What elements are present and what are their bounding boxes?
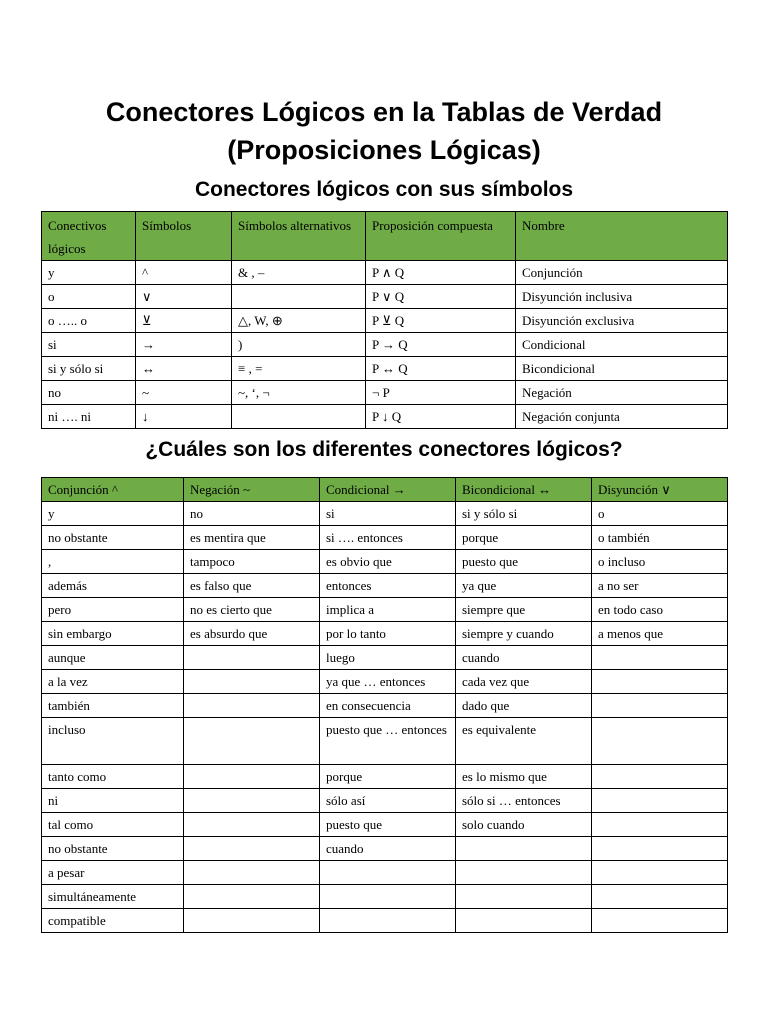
table-cell: ¬ P [366,381,516,405]
table-cell: es mentira que [184,526,320,550]
table-cell: Disyunción inclusiva [516,285,728,309]
table-cell: además [42,574,184,598]
table-row [42,861,728,885]
table-cell: △, W, ⊕ [232,309,366,333]
table-cell: siempre y cuando [456,622,592,646]
table-row [42,646,728,670]
column-header: Proposición compuesta [366,212,516,261]
table-cell: o también [592,526,728,550]
table-cell: por lo tanto [320,622,456,646]
table-cell: Conjunción [516,261,728,285]
table-cell [184,861,320,885]
table-cell [184,646,320,670]
table-cell: porque [456,526,592,550]
table-cell: aunque [42,646,184,670]
table-cell: en consecuencia [320,694,456,718]
table-cell: ≡ , = [232,357,366,381]
table-cell: simultáneamente [42,885,184,909]
table-cell [320,861,456,885]
table-row [42,333,728,357]
table-cell: puesto que … entonces [320,718,456,765]
table-cell [184,789,320,813]
table-cell [592,646,728,670]
document-title-line2: (Proposiciones Lógicas) [227,135,541,165]
table-cell: ~ [136,381,232,405]
table-cell: porque [320,765,456,789]
table-cell [184,718,320,765]
table-cell: o [592,502,728,526]
table-cell: dado que [456,694,592,718]
column-header: Negación ~ [184,478,320,502]
table-cell: P ↓ Q [366,405,516,429]
table-cell [592,813,728,837]
column-header: Conectivos lógicos [42,212,136,261]
table-cell: entonces [320,574,456,598]
table-row [42,598,728,622]
table-cell: no obstante [42,526,184,550]
table-row [42,837,728,861]
connectors-table [41,477,728,933]
table-cell: también [42,694,184,718]
table-cell [184,765,320,789]
table-cell: ya que … entonces [320,670,456,694]
table-cell [456,885,592,909]
table-cell: P ↔ Q [366,357,516,381]
section2-title: ¿Cuáles son los diferentes conectores lógicos? [145,438,623,461]
table-cell: ) [232,333,366,357]
table-cell: P ∧ Q [366,261,516,285]
table-row [42,261,728,285]
table-cell: es falso que [184,574,320,598]
table-cell: ni …. ni [42,405,136,429]
table-cell: cada vez que [456,670,592,694]
table-cell: ∨ [136,285,232,309]
table-cell: es equivalente [456,718,592,765]
table-cell: Negación conjunta [516,405,728,429]
table-cell [320,909,456,933]
table-cell: compatible [42,909,184,933]
table-cell: puesto que [456,550,592,574]
table-cell: cuando [456,646,592,670]
column-header: Símbolos alternativos [232,212,366,261]
document-title-line1: Conectores Lógicos en la Tablas de Verdad [105,97,663,127]
table-cell [592,718,728,765]
table-cell: Disyunción exclusiva [516,309,728,333]
table-cell: o [42,285,136,309]
table-cell: o ….. o [42,309,136,333]
table-cell: tanto como [42,765,184,789]
table-cell [184,813,320,837]
table-cell: y [42,502,184,526]
table-row [42,885,728,909]
table-row [42,813,728,837]
table-cell: si [320,502,456,526]
column-header: Condicional → [320,478,456,502]
table-cell: ya que [456,574,592,598]
table-row [42,789,728,813]
table-cell: cuando [320,837,456,861]
table-cell: ⊻ [136,309,232,333]
table-row [42,670,728,694]
table-cell: luego [320,646,456,670]
column-header: Conjunción ^ [42,478,184,502]
table-cell: sólo así [320,789,456,813]
table-cell: P → Q [366,333,516,357]
table-cell [592,789,728,813]
table-cell [184,909,320,933]
table-cell [184,885,320,909]
table-cell: no es cierto que [184,598,320,622]
table-cell: y [42,261,136,285]
table-cell: tal como [42,813,184,837]
table-row [42,405,728,429]
table-row [42,550,728,574]
table-cell: es lo mismo que [456,765,592,789]
table-cell [232,285,366,309]
table-cell: & , – [232,261,366,285]
table-cell: en todo caso [592,598,728,622]
table-cell: si y sólo si [42,357,136,381]
table-cell [456,861,592,885]
table-cell: → [136,333,232,357]
table-cell: pero [42,598,184,622]
table-cell: incluso [42,718,184,765]
table-cell: no [42,381,136,405]
table-cell [320,885,456,909]
table-cell [456,909,592,933]
table-row [42,765,728,789]
table-cell: si …. entonces [320,526,456,550]
table-row [42,718,728,765]
table-cell: tampoco [184,550,320,574]
table-cell: ^ [136,261,232,285]
table-cell: P ⊻ Q [366,309,516,333]
table-cell [592,909,728,933]
table-cell: sólo si … entonces [456,789,592,813]
table-cell: solo cuando [456,813,592,837]
table-row [42,694,728,718]
table-cell: implica a [320,598,456,622]
table-cell: si [42,333,136,357]
table-cell [592,885,728,909]
table-cell: puesto que [320,813,456,837]
table-cell: es absurdo que [184,622,320,646]
table-row [42,502,728,526]
table-cell: Bicondicional [516,357,728,381]
table-row [42,574,728,598]
table-cell: ni [42,789,184,813]
table-cell: ↔ [136,357,232,381]
column-header: Símbolos [136,212,232,261]
table-cell: a menos que [592,622,728,646]
table-cell: sin embargo [42,622,184,646]
table-row [42,357,728,381]
table-cell [184,670,320,694]
table-cell: a pesar [42,861,184,885]
table-cell [232,405,366,429]
table-cell: no [184,502,320,526]
section1-title: Conectores lógicos con sus símbolos [194,178,574,201]
table-row [42,622,728,646]
table-cell [184,837,320,861]
table-header-row [42,478,728,502]
table-cell: a la vez [42,670,184,694]
table-cell: siempre que [456,598,592,622]
table-cell: a no ser [592,574,728,598]
table-row [42,526,728,550]
table-row [42,285,728,309]
table-cell [592,694,728,718]
table-cell [184,694,320,718]
table-cell: no obstante [42,837,184,861]
table-cell [592,861,728,885]
table-row [42,909,728,933]
column-header: Disyunción ∨ [592,478,728,502]
column-header: Nombre [516,212,728,261]
table-cell [456,837,592,861]
symbols-table [41,211,728,429]
column-header: Bicondicional ↔ [456,478,592,502]
table-cell: Condicional [516,333,728,357]
table-cell [592,670,728,694]
table-cell: ↓ [136,405,232,429]
table-cell: es obvio que [320,550,456,574]
table-header-row [42,212,728,261]
table-cell: , [42,550,184,574]
table-cell [592,837,728,861]
table-cell: si y sólo si [456,502,592,526]
table-row [42,381,728,405]
table-cell: P ∨ Q [366,285,516,309]
table-cell: ~, ‘, ¬ [232,381,366,405]
table-row [42,309,728,333]
table-cell: o incluso [592,550,728,574]
table-cell: Negación [516,381,728,405]
table-cell [592,765,728,789]
